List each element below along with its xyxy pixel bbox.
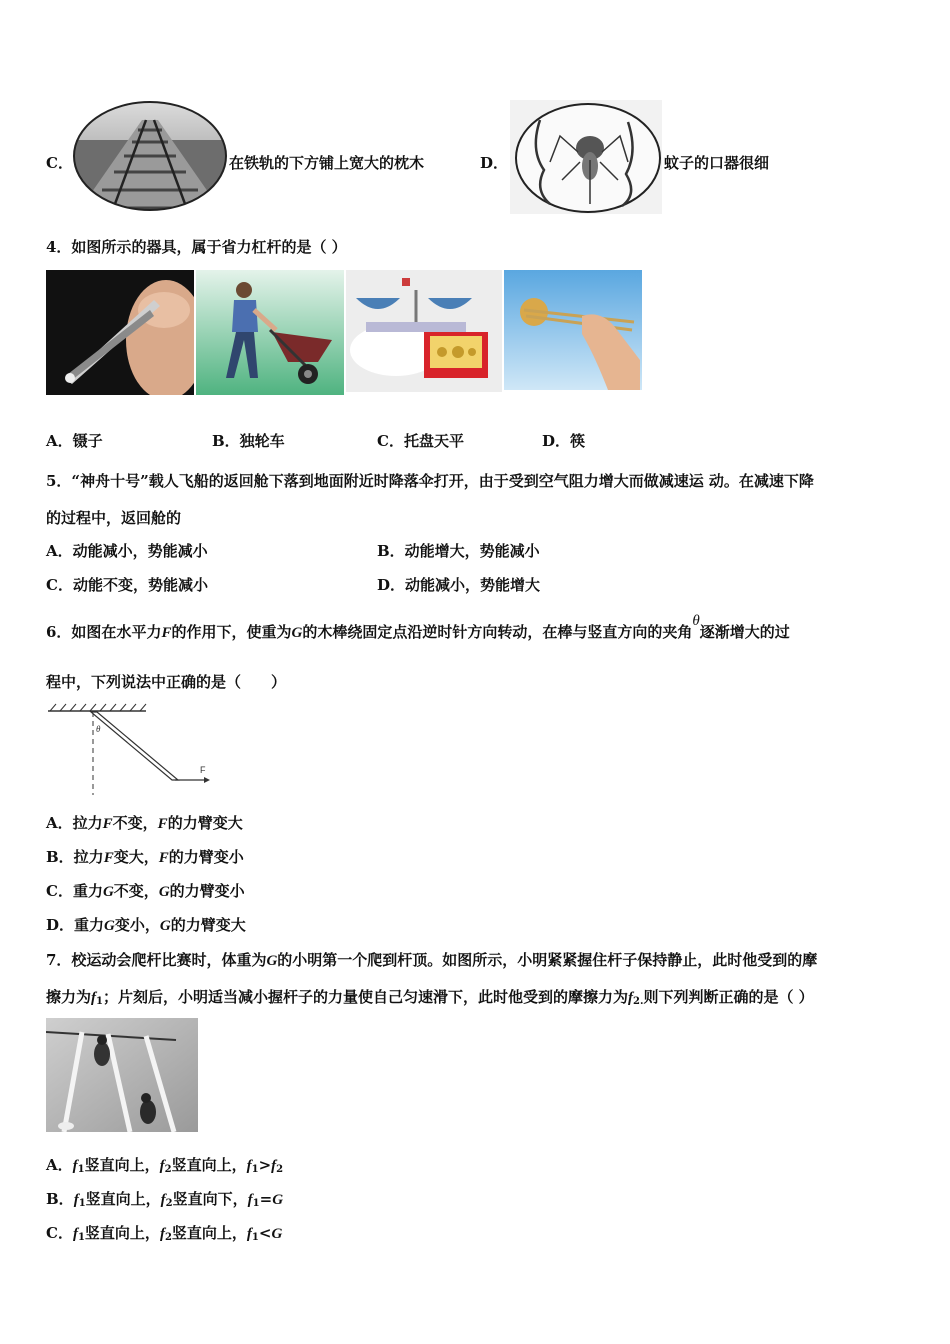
fig-force-label: F [200,765,206,775]
q7-stem-line2: 擦力为$f_1$；片刻后，小明适当减小握杆子的力量使自己匀速滑下，此时他受到的摩擦力为$f_{2.}$则下列判断正确的是（ ） [46,988,814,1007]
q3-option-d-label: D． [480,154,509,172]
q6-option-d: D．重力G变小，G的力臂变大 [46,916,246,934]
wheelbarrow-image [196,270,344,395]
q6-option-b: B．拉力F变大，F的力臂变小 [46,848,244,866]
q4-option-a: A．镊子 [46,432,103,450]
q3-option-c-label: C． [46,154,73,172]
balance-scale-image [346,270,502,392]
q4-option-d: D．筷 [542,432,586,450]
q3-option-d-text: 蚊子的口器很细 [664,154,770,172]
railway-track-image [72,100,228,212]
q5-stem-line2: 的过程中，返回舱的 [46,509,182,527]
q7-stem-line1: 7．校运动会爬杆比赛时，体重为G的小明第一个爬到杆顶。如图所示，小明紧紧握住杆子保持静止，此时他受到的摩 [46,951,818,969]
q7-option-c: C．$f_1$竖直向上，$f_2$竖直向上，$f_1<G$ [46,1224,283,1243]
q6-stem-line2: 程中，下列说法中正确的是（ ） [46,673,287,691]
q3-option-c-text: 在铁轨的下方铺上宽大的枕木 [229,154,425,172]
q5-stem-line1: 5．“神舟十号”载人飞船的返回舱下落到地面附近时降落伞打开，由于受到空气阻力增大而做减速运 动。在减速下降 [46,472,814,490]
theta-symbol: θ [692,613,700,629]
q5-option-c: C．动能不变，势能减小 [46,576,208,594]
q5-option-b: B．动能增大，势能减小 [377,542,540,560]
q4-option-c: C．托盘天平 [377,432,464,450]
q6-stem-line1: 6．如图在水平力F的作用下，使重为G的木棒绕固定点沿逆时针方向转动，在棒与竖直方向的夹角θ逐渐增大的过 [46,613,790,641]
fig-theta-label: θ [96,724,101,734]
q4-option-b: B．独轮车 [212,432,285,450]
q6-option-a: A．拉力F不变，F的力臂变大 [46,814,243,832]
chopsticks-image [504,270,642,390]
pole-climbing-image [46,1018,198,1132]
lever-rod-diagram [46,700,216,800]
q5-option-d: D．动能减小，势能增大 [377,576,541,594]
q7-option-a: A．$f_1$竖直向上，$f_2$竖直向上，$f_1>f_2$ [46,1156,284,1175]
q5-option-a: A．动能减小，势能减小 [46,542,208,560]
q4-stem: 4．如图所示的器具，属于省力杠杆的是（ ） [46,238,347,256]
q6-option-c: C．重力G不变，G的力臂变小 [46,882,245,900]
mosquito-image [510,100,662,214]
q7-option-b: B．$f_1$竖直向上，$f_2$竖直向下，$f_1=G$ [46,1190,284,1209]
tweezers-image [46,270,194,395]
